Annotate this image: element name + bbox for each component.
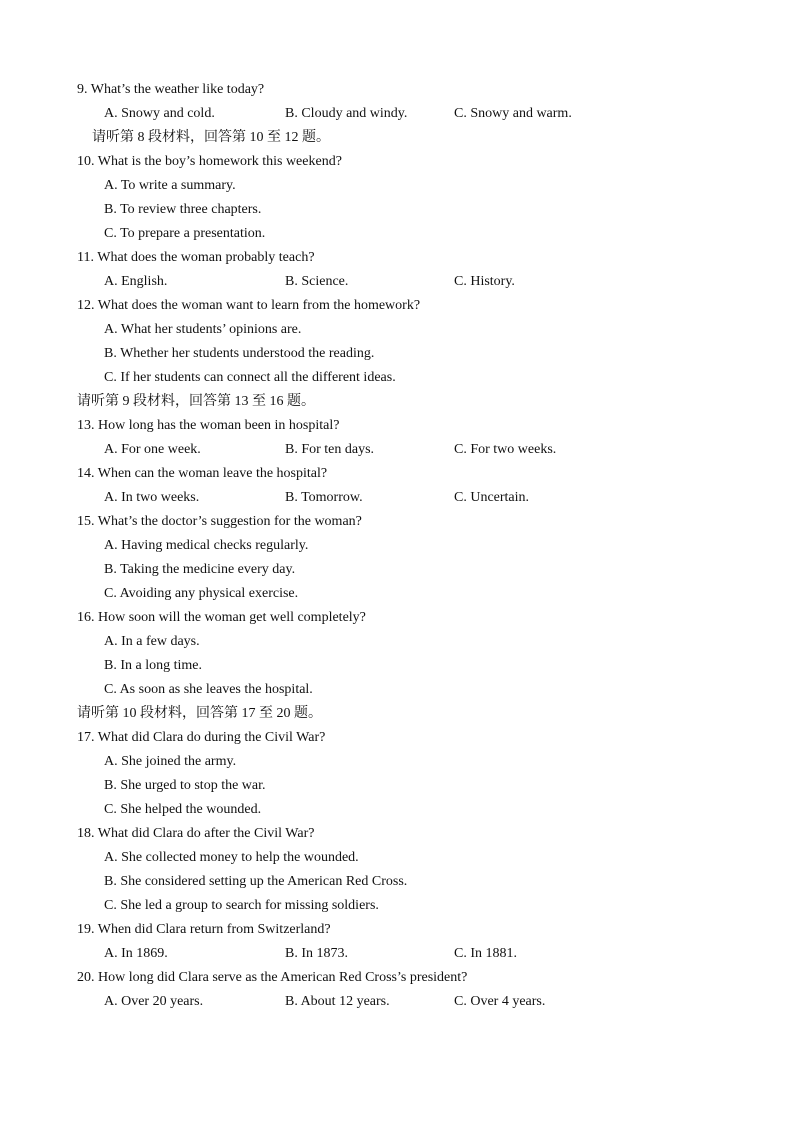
question-11-option-b: B. Science. (285, 274, 349, 289)
question-16-option-a: A. In a few days. (104, 634, 200, 649)
question-20-option-b: B. About 12 years. (285, 994, 390, 1009)
section-8-instruction: 请听第 8 段材料，回答第 10 至 12 题。 (92, 130, 330, 145)
question-18-option-a: A. She collected money to help the wounded. (104, 850, 359, 865)
question-19-option-a: A. In 1869. (104, 946, 168, 961)
question-9-option-c: C. Snowy and warm. (454, 106, 572, 121)
question-13-option-a: A. For one week. (104, 442, 201, 457)
question-18-option-b: B. She considered setting up the American Red Cross. (104, 874, 408, 889)
question-19-option-c: C. In 1881. (454, 946, 517, 961)
question-15-stem: 15. What’s the doctor’s suggestion for the woman? (77, 514, 362, 529)
question-9-option-b: B. Cloudy and windy. (285, 106, 408, 121)
question-17-stem: 17. What did Clara do during the Civil War? (77, 730, 326, 745)
question-10-option-a: A. To write a summary. (104, 178, 236, 193)
question-11-option-c: C. History. (454, 274, 515, 289)
question-13-option-c: C. For two weeks. (454, 442, 557, 457)
question-13-stem: 13. How long has the woman been in hospital? (77, 418, 340, 433)
question-20-options (0, 990, 794, 1014)
question-16-option-b: B. In a long time. (104, 658, 202, 673)
question-10-option-b: B. To review three chapters. (104, 202, 262, 217)
question-14-options (0, 486, 794, 510)
question-9-option-a: A. Snowy and cold. (104, 106, 215, 121)
question-19-stem: 19. When did Clara return from Switzerland? (77, 922, 331, 937)
question-16-option-c: C. As soon as she leaves the hospital. (104, 682, 313, 697)
question-14-option-b: B. Tomorrow. (285, 490, 363, 505)
question-19-options (0, 942, 794, 966)
question-9-stem: 9. What’s the weather like today? (77, 82, 265, 97)
question-10-stem: 10. What is the boy’s homework this weekend? (77, 154, 342, 169)
question-17-option-c: C. She helped the wounded. (104, 802, 262, 817)
question-12-option-c: C. If her students can connect all the different ideas. (104, 370, 396, 385)
question-12-option-b: B. Whether her students understood the reading. (104, 346, 375, 361)
section-9-instruction: 请听第 9 段材料，回答第 13 至 16 题。 (77, 394, 315, 409)
question-11-options (0, 270, 794, 294)
question-11-stem: 11. What does the woman probably teach? (77, 250, 315, 265)
question-15-option-a: A. Having medical checks regularly. (104, 538, 309, 553)
section-10-instruction: 请听第 10 段材料，回答第 17 至 20 题。 (77, 706, 322, 721)
exam-page (0, 78, 794, 1014)
question-14-option-c: C. Uncertain. (454, 490, 530, 505)
question-9-options (0, 102, 794, 126)
question-17-option-b: B. She urged to stop the war. (104, 778, 266, 793)
question-10-option-c: C. To prepare a presentation. (104, 226, 266, 241)
question-19-option-b: B. In 1873. (285, 946, 348, 961)
question-12-stem: 12. What does the woman want to learn from the homework? (77, 298, 421, 313)
question-14-option-a: A. In two weeks. (104, 490, 200, 505)
question-16-stem: 16. How soon will the woman get well completely? (77, 610, 366, 625)
question-20-option-a: A. Over 20 years. (104, 994, 204, 1009)
question-18-stem: 18. What did Clara do after the Civil War? (77, 826, 315, 841)
question-11-option-a: A. English. (104, 274, 168, 289)
question-13-option-b: B. For ten days. (285, 442, 375, 457)
question-15-option-c: C. Avoiding any physical exercise. (104, 586, 299, 601)
question-12-option-a: A. What her students’ opinions are. (104, 322, 302, 337)
question-15-option-b: B. Taking the medicine every day. (104, 562, 296, 577)
question-14-stem: 14. When can the woman leave the hospital? (77, 466, 328, 481)
question-13-options (0, 438, 794, 462)
question-20-stem: 20. How long did Clara serve as the American Red Cross’s president? (77, 970, 468, 985)
question-20-option-c: C. Over 4 years. (454, 994, 546, 1009)
question-17-option-a: A. She joined the army. (104, 754, 237, 769)
question-18-option-c: C. She led a group to search for missing soldiers. (104, 898, 379, 913)
